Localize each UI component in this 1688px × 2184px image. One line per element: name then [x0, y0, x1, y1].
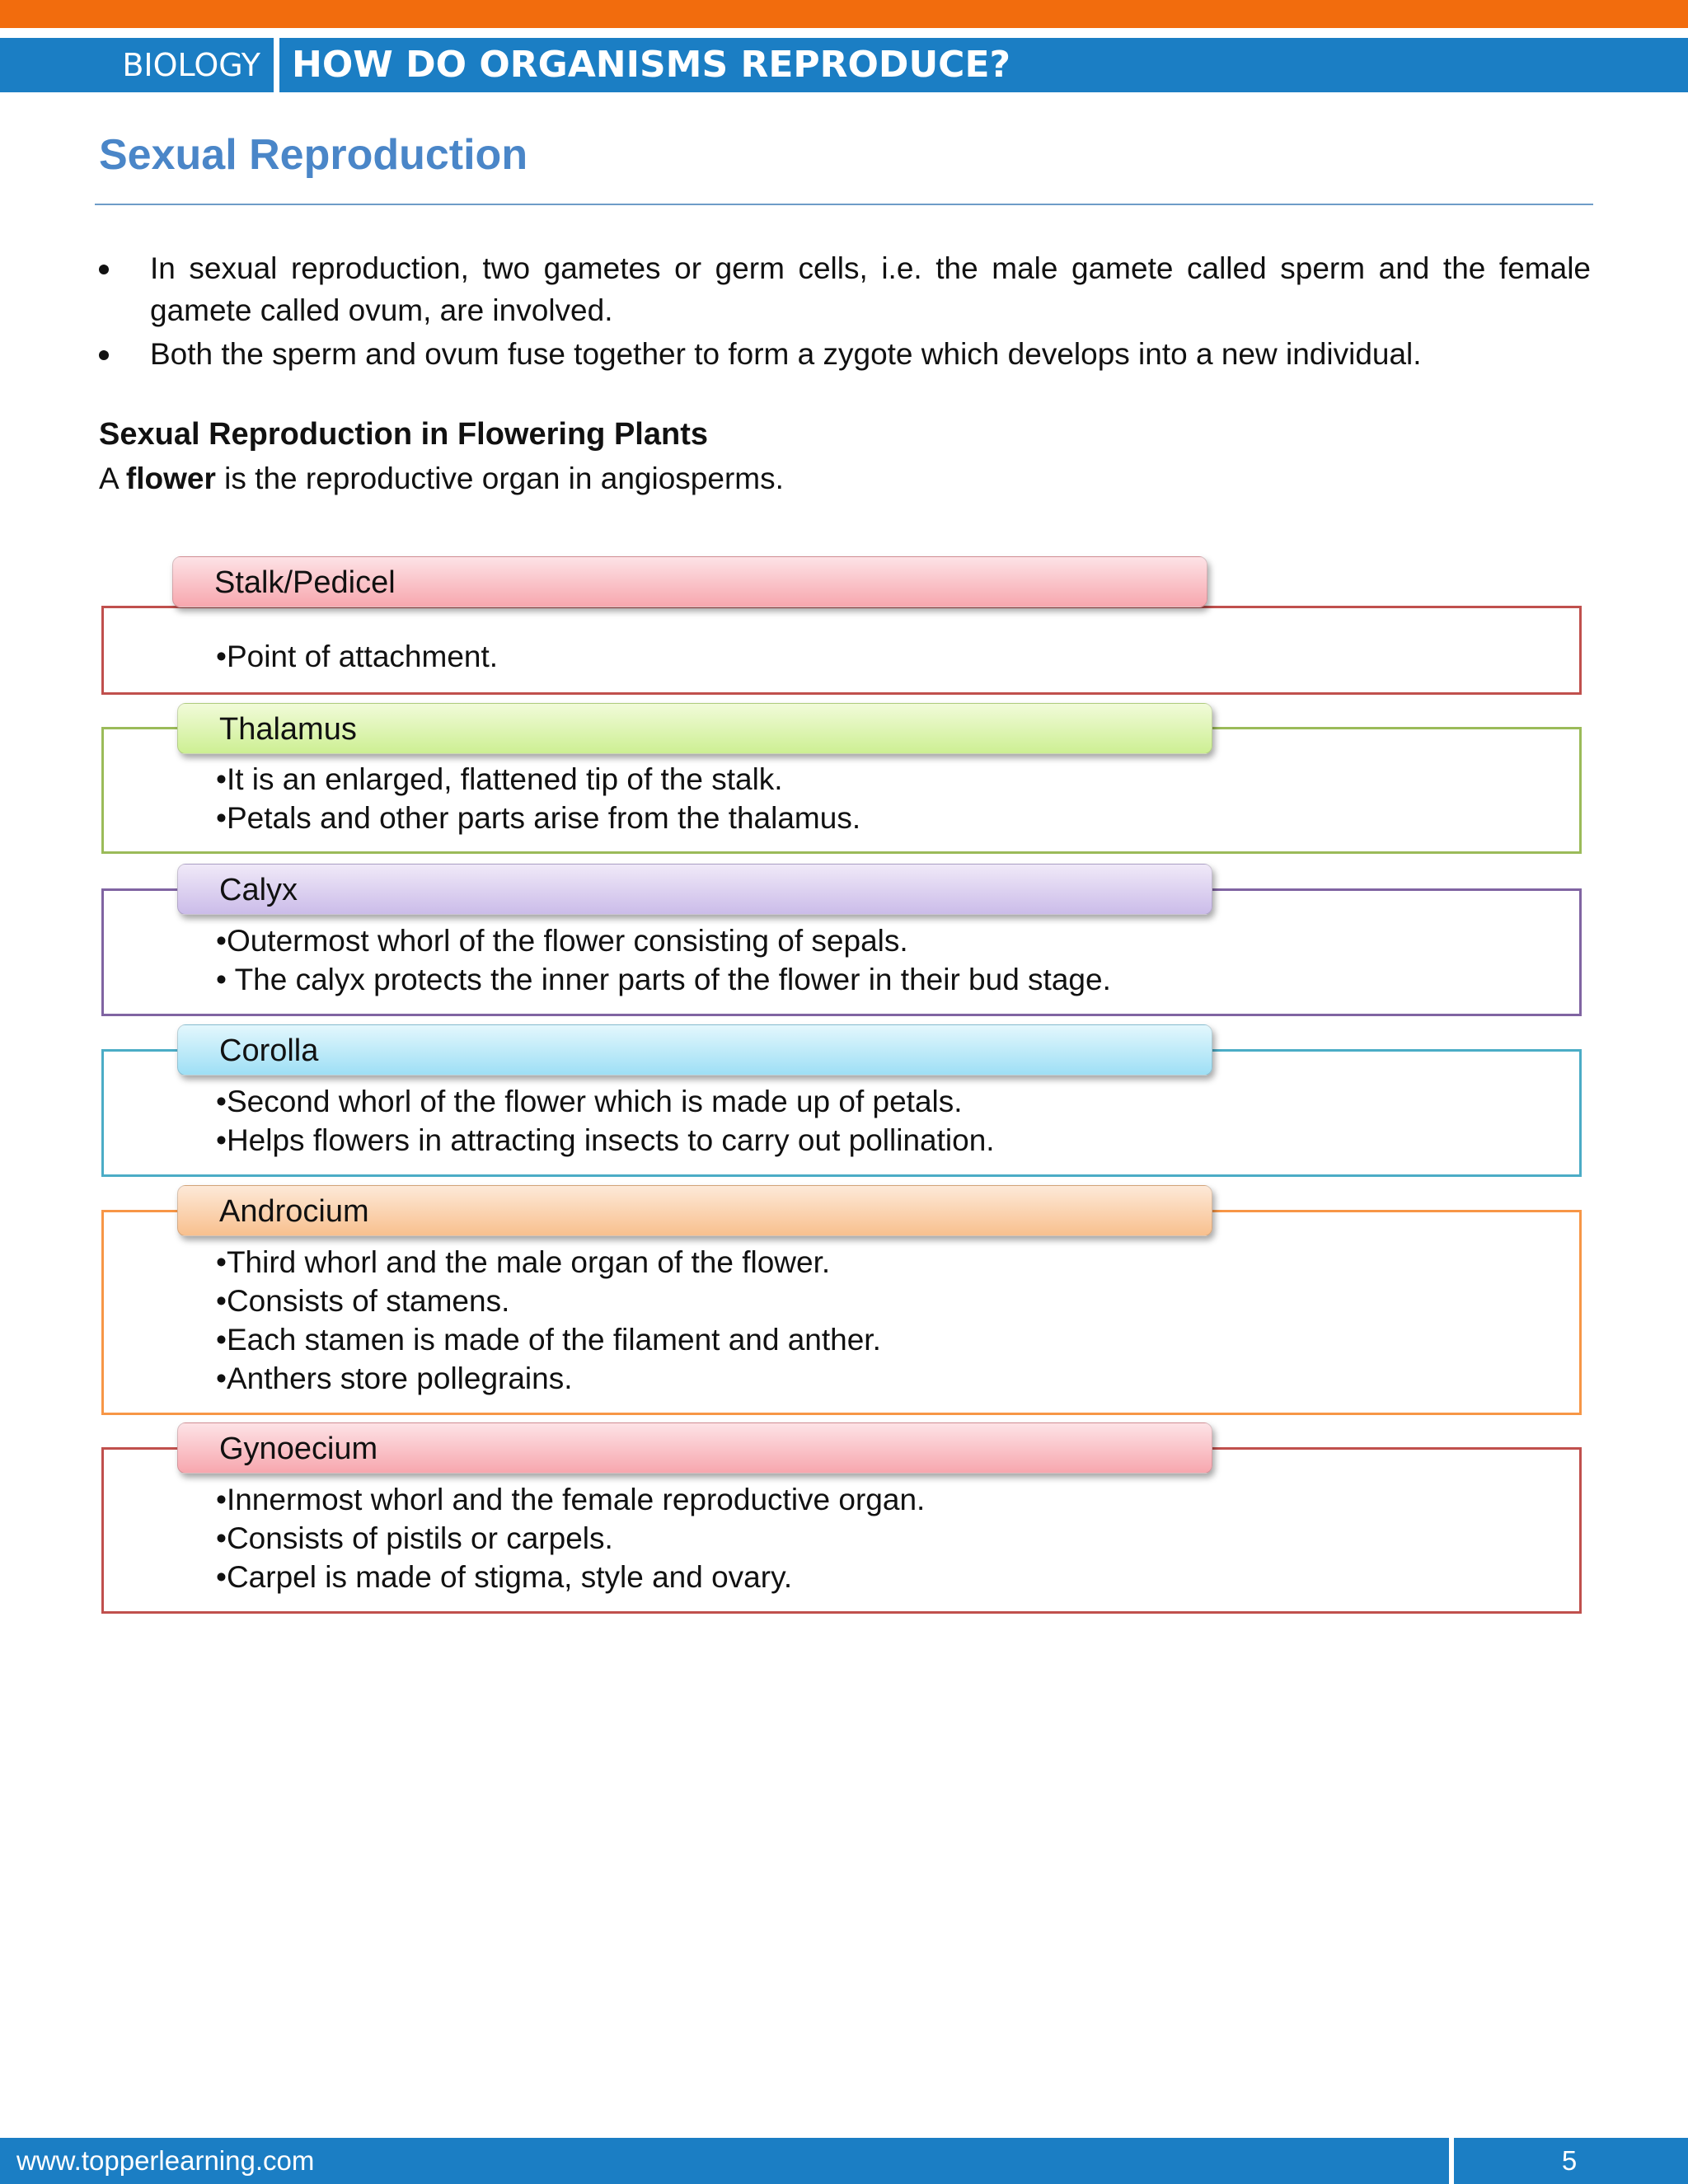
footer-website-link[interactable]: www.topperlearning.com — [16, 2145, 315, 2176]
part-line: •It is an enlarged, flattened tip of the stalk. — [216, 762, 783, 796]
part-line: •Carpel is made of stigma, style and ovary. — [216, 1560, 793, 1594]
intro-prefix: A — [99, 462, 126, 495]
part-title-androcium: Androcium — [177, 1185, 1212, 1236]
bullet-dot-icon — [99, 350, 109, 360]
part-line: •Helps flowers in attracting insects to carry out pollination. — [216, 1123, 995, 1157]
part-line: •Third whorl and the male organ of the flower. — [216, 1245, 831, 1279]
part-lines-thalamus — [216, 760, 860, 837]
part-lines-stalk — [216, 637, 498, 676]
page-number: 5 — [1561, 2145, 1578, 2176]
part-title-gynoecium: Gynoecium — [177, 1422, 1212, 1474]
bullet-item — [99, 247, 1591, 331]
part-line: •Innermost whorl and the female reproductive organ. — [216, 1483, 926, 1516]
part-title-calyx: Calyx — [177, 864, 1212, 915]
intro-text — [99, 462, 784, 496]
part-line: •Point of attachment. — [216, 640, 499, 673]
bullet-list — [99, 247, 1591, 377]
part-line: •Outermost whorl of the flower consisting of sepals. — [216, 924, 908, 958]
part-lines-corolla — [216, 1082, 995, 1160]
bullet-dot-icon — [99, 265, 109, 274]
part-lines-calyx — [216, 921, 1111, 999]
part-line: •Petals and other parts arise from the thalamus. — [216, 801, 861, 835]
header-divider — [274, 38, 279, 92]
header-subject: BIOLOGY — [122, 47, 260, 83]
part-line: •Consists of pistils or carpels. — [216, 1521, 613, 1555]
title-rule — [95, 204, 1593, 205]
part-title-stalk: Stalk/Pedicel — [172, 556, 1207, 607]
part-line: • The calyx protects the inner parts of the flower in their bud stage. — [216, 963, 1111, 996]
intro-suffix: is the reproductive organ in angiosperms. — [215, 462, 784, 495]
part-line: •Second whorl of the flower which is made up of petals. — [216, 1085, 963, 1118]
part-lines-gynoecium — [216, 1480, 925, 1596]
header-chapter-title: HOW DO ORGANISMS REPRODUCE? — [292, 44, 1011, 86]
part-line: •Each stamen is made of the filament and anther. — [216, 1323, 881, 1357]
top-accent-bar — [0, 0, 1688, 28]
intro-bold-term: flower — [125, 462, 216, 495]
part-title-thalamus: Thalamus — [177, 703, 1212, 754]
part-line: •Anthers store pollegrains. — [216, 1361, 573, 1395]
page-header — [0, 38, 1688, 92]
part-title-corolla: Corolla — [177, 1024, 1212, 1076]
section-title: Sexual Reproduction — [99, 131, 528, 179]
bullet-text: In sexual reproduction, two gametes or germ cells, i.e. the male gamete called sperm and the female gamete called ovum, are involved. — [150, 251, 1591, 327]
sub-heading: Sexual Reproduction in Flowering Plants — [99, 417, 708, 452]
bullet-text: Both the sperm and ovum fuse together to form a zygote which develops into a new individual. — [150, 337, 1422, 371]
page-footer — [0, 2138, 1688, 2184]
bullet-item — [99, 333, 1591, 375]
part-lines-androcium — [216, 1243, 881, 1398]
part-line: •Consists of stamens. — [216, 1284, 510, 1318]
